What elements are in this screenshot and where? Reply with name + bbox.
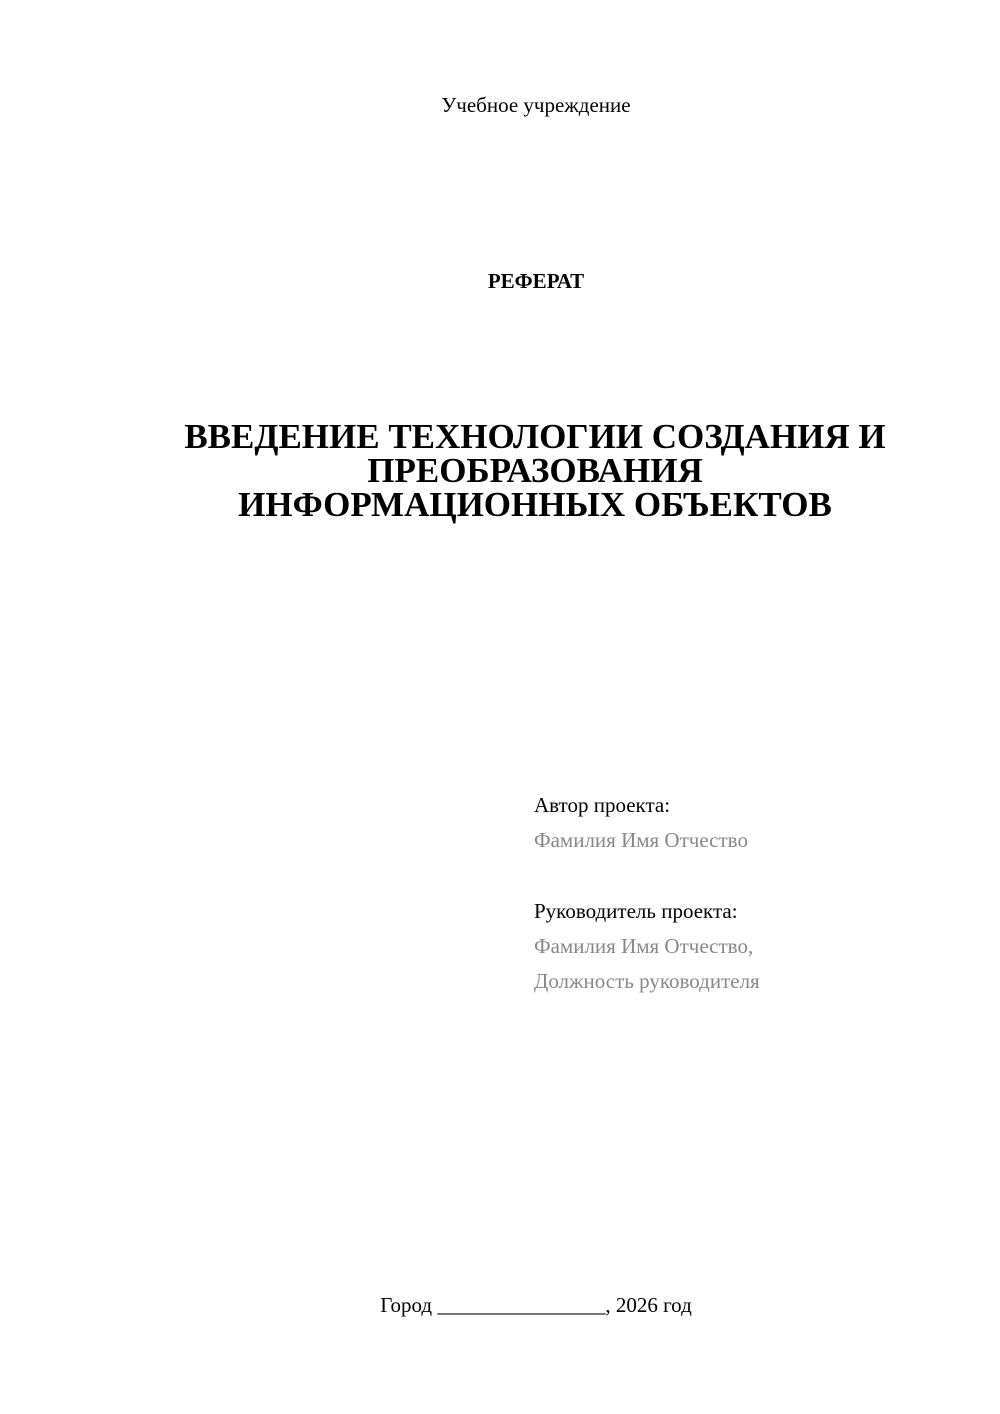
title-line-2: ПРЕОБРАЗОВАНИЯ — [367, 451, 703, 490]
document-type: РЕФЕРАТ — [487, 269, 585, 293]
institution-name: Учебное учреждение — [441, 93, 631, 117]
credits-block — [534, 788, 974, 999]
city-year-footer: Город ________________, 2026 год — [380, 1293, 692, 1317]
title-line-3: ИНФОРМАЦИОННЫХ ОБЪЕКТОВ — [238, 485, 832, 524]
supervisor-position: Должность руководителя — [534, 969, 760, 993]
document-title — [100, 417, 970, 524]
author-name: Фамилия Имя Отчество — [534, 828, 748, 852]
supervisor-label: Руководитель проекта: — [534, 899, 738, 923]
title-line-1: ВВЕДЕНИЕ ТЕХНОЛОГИИ СОЗДАНИЯ И — [184, 417, 886, 456]
supervisor-name: Фамилия Имя Отчество, — [534, 934, 754, 958]
author-label: Автор проекта: — [534, 793, 671, 817]
credits-spacer — [534, 858, 974, 894]
